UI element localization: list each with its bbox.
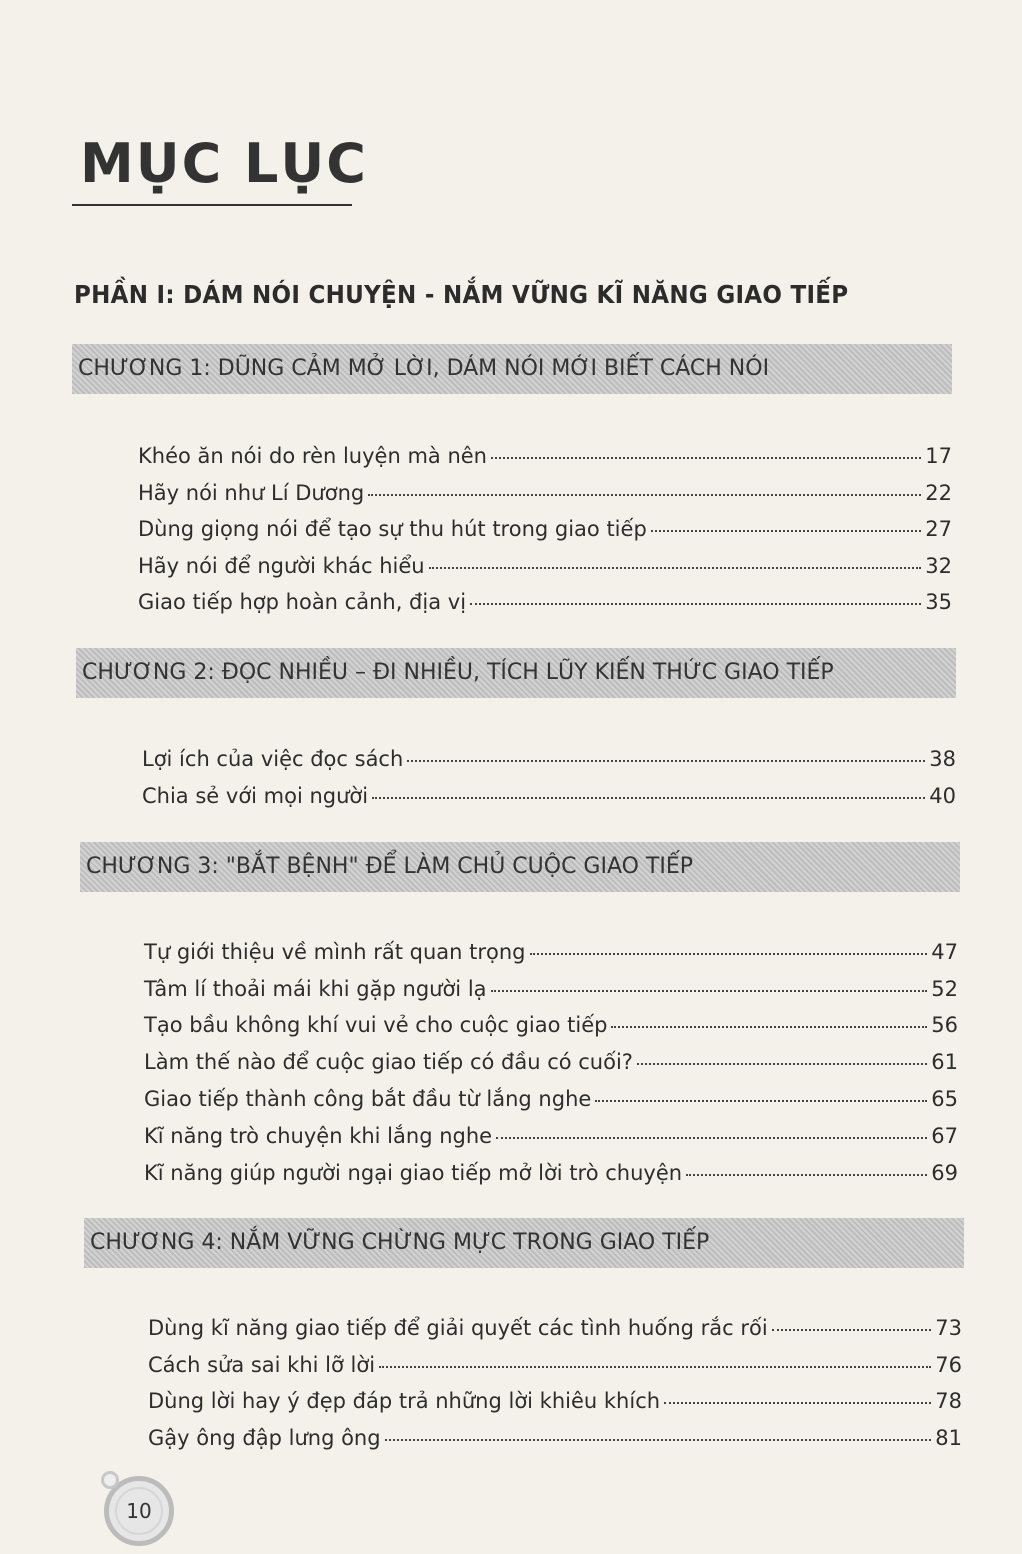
entry-title: Chia sẻ với mọi người (142, 784, 369, 808)
toc-entry[interactable] (144, 1013, 958, 1037)
toc-entry[interactable] (138, 590, 952, 614)
toc-entry[interactable] (148, 1316, 962, 1340)
entry-page: 32 (925, 554, 952, 578)
entry-title: Kĩ năng trò chuyện khi lắng nghe (144, 1124, 493, 1148)
dot-leader (686, 1174, 927, 1176)
dot-leader (368, 494, 921, 496)
toc-entry[interactable] (148, 1389, 962, 1413)
chapter-heading: CHƯƠNG 1: DŨNG CẢM MỞ LỜI, DÁM NÓI MỚI BIẾT CÁCH NÓI (72, 344, 952, 394)
title-underline (72, 204, 352, 206)
entry-title: Làm thế nào để cuộc giao tiếp có đầu có cuối? (144, 1050, 633, 1074)
entry-title: Dùng lời hay ý đẹp đáp trả những lời khiêu khích (148, 1389, 661, 1413)
dot-leader (611, 1026, 927, 1028)
page-title: MỤC LỤC (80, 132, 368, 195)
toc-entry[interactable] (148, 1353, 962, 1377)
entry-title: Tâm lí thoải mái khi gặp người lạ (144, 977, 487, 1001)
dot-leader (372, 797, 925, 799)
dot-leader (651, 530, 921, 532)
entry-title: Cách sửa sai khi lỡ lời (148, 1353, 376, 1377)
page-number-badge (104, 1476, 174, 1546)
chapter-heading: CHƯƠNG 3: "BẮT BỆNH" ĐỂ LÀM CHỦ CUỘC GIAO TIẾP (80, 842, 960, 892)
entry-page: 47 (931, 940, 958, 964)
entry-page: 65 (931, 1087, 958, 1111)
entry-title: Tự giới thiệu về mình rất quan trọng (144, 940, 526, 964)
dot-leader (496, 1137, 927, 1139)
dot-leader (664, 1402, 931, 1404)
entry-title: Hãy nói để người khác hiểu (138, 554, 425, 578)
entry-page: 17 (925, 444, 952, 468)
entry-title: Hãy nói như Lí Dương (138, 481, 365, 505)
entry-page: 76 (935, 1353, 962, 1377)
entry-title: Khéo ăn nói do rèn luyện mà nên (138, 444, 487, 468)
dot-leader (429, 567, 922, 569)
part-heading: PHẦN I: DÁM NÓI CHUYỆN - NẮM VỮNG KĨ NĂNG GIAO TIẾP (74, 280, 849, 309)
entry-page: 56 (931, 1013, 958, 1037)
dot-leader (407, 760, 925, 762)
entry-title: Gậy ông đập lưng ông (148, 1426, 381, 1450)
entry-title: Dùng giọng nói để tạo sự thu hút trong giao tiếp (138, 517, 647, 541)
entry-page: 27 (925, 517, 952, 541)
toc-entry[interactable] (144, 1161, 958, 1185)
entry-page: 67 (931, 1124, 958, 1148)
entry-title: Tạo bầu không khí vui vẻ cho cuộc giao tiếp (144, 1013, 608, 1037)
dot-leader (595, 1100, 927, 1102)
entry-page: 35 (925, 590, 952, 614)
dot-leader (470, 603, 921, 605)
entry-page: 38 (929, 747, 956, 771)
dot-leader (772, 1329, 932, 1331)
toc-entry[interactable] (138, 481, 952, 505)
dot-leader (385, 1439, 932, 1441)
chapter-heading: CHƯƠNG 4: NẮM VỮNG CHỪNG MỰC TRONG GIAO TIẾP (84, 1218, 964, 1268)
entry-title: Giao tiếp hợp hoàn cảnh, địa vị (138, 590, 467, 614)
dot-leader (379, 1366, 931, 1368)
toc-entry[interactable] (142, 747, 956, 771)
entry-page: 61 (931, 1050, 958, 1074)
toc-entry[interactable] (144, 1087, 958, 1111)
entry-page: 73 (935, 1316, 962, 1340)
toc-entry[interactable] (144, 977, 958, 1001)
entry-page: 69 (931, 1161, 958, 1185)
chapter-heading: CHƯƠNG 2: ĐỌC NHIỀU – ĐI NHIỀU, TÍCH LŨY KIẾN THỨC GIAO TIẾP (76, 648, 956, 698)
dot-leader (491, 990, 928, 992)
entry-title: Giao tiếp thành công bắt đầu từ lắng nghe (144, 1087, 592, 1111)
toc-entry[interactable] (144, 1050, 958, 1074)
toc-entry[interactable] (142, 784, 956, 808)
entry-title: Lợi ích của việc đọc sách (142, 747, 404, 771)
entry-page: 40 (929, 784, 956, 808)
entry-title: Kĩ năng giúp người ngại giao tiếp mở lời trò chuyện (144, 1161, 683, 1185)
toc-entry[interactable] (144, 940, 958, 964)
entry-page: 52 (931, 977, 958, 1001)
toc-entry[interactable] (138, 444, 952, 468)
toc-entry[interactable] (148, 1426, 962, 1450)
dot-leader (491, 457, 921, 459)
dot-leader (530, 953, 928, 955)
badge-ring (115, 1487, 163, 1535)
entry-page: 81 (935, 1426, 962, 1450)
toc-entry[interactable] (138, 554, 952, 578)
entry-title: Dùng kĩ năng giao tiếp để giải quyết các tình huống rắc rối (148, 1316, 768, 1340)
page-number: 10 (126, 1499, 152, 1523)
entry-page: 78 (935, 1389, 962, 1413)
entry-page: 22 (925, 481, 952, 505)
toc-entry[interactable] (144, 1124, 958, 1148)
dot-leader (637, 1063, 927, 1065)
toc-entry[interactable] (138, 517, 952, 541)
